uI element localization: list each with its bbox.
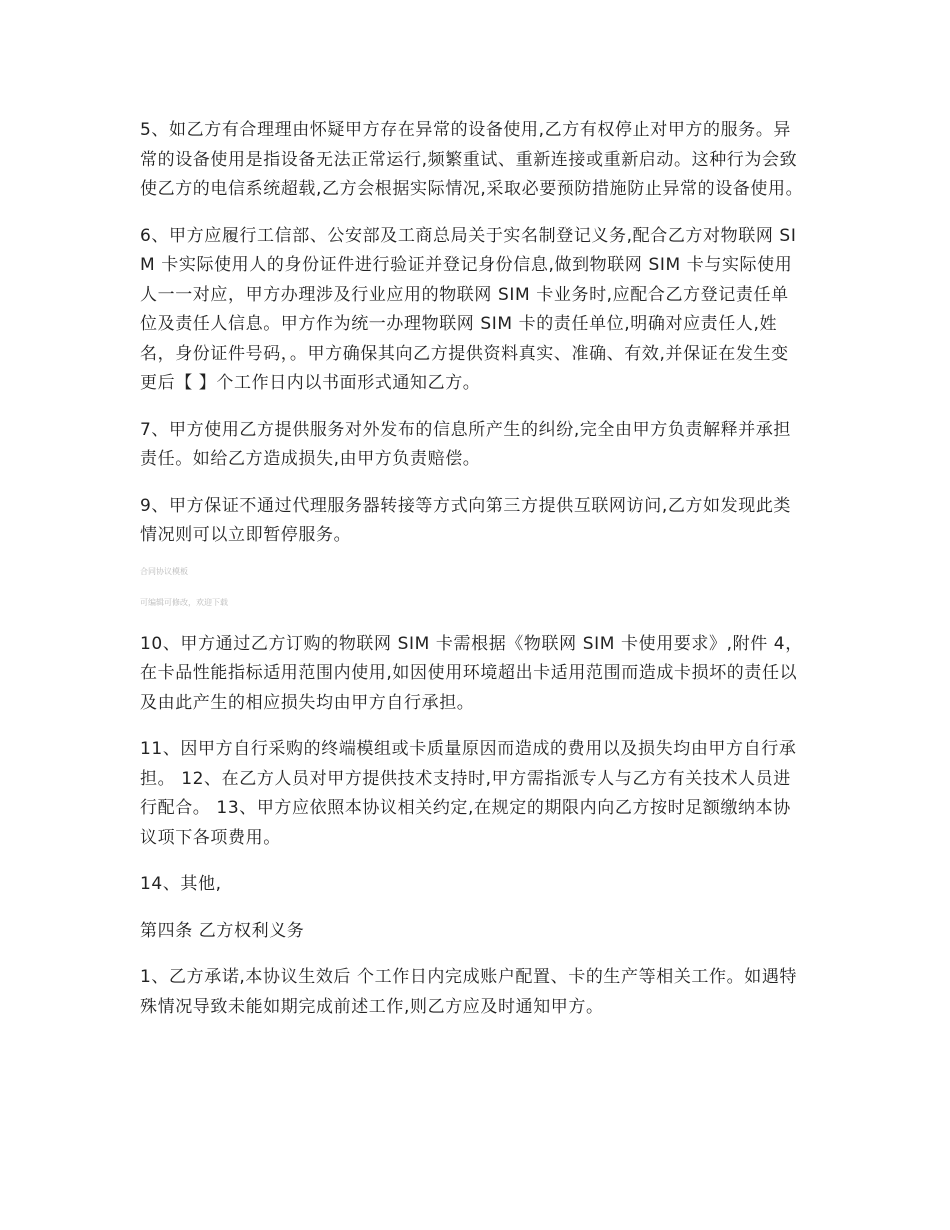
clause-10-paragraph: 10、甲方通过乙方订购的物联网 SIM 卡需根据《物联网 SIM 卡使用要求》,附件 4，在卡品性能指标适用范围内使用,如因使用环境超出卡适用范围而造成卡损坏的责任以及由此产生的相应损失均由甲方自行承担。 [140,633,803,713]
document-page [140,116,805,1039]
party-b-clause-1-paragraph: 1、乙方承诺,本协议生效后 个工作日内完成账户配置、卡的生产等相关工作。如遇特殊情况导致未能如期完成前述工作,则乙方应及时通知甲方。 [140,967,798,1017]
clause-6-paragraph: 6、甲方应履行工信部、公安部及工商总局关于实名制登记义务,配合乙方对物联网 SIM 卡实际使用人的身份证件进行验证并登记身份信息,做到物联网 SIM 卡与实际使用人一一对应，甲方办理涉及行业应用的物联网 SIM 卡业务时,应配合乙方登记责任单位及责任人信息。甲方作为统一办理物联网 SIM 卡的责任单位,明确对应责任人,姓名，身份证件号码，。甲方确保其向乙方提供资料真实、准确、有效,并保证在发生变更后【 】个工作日内以书面形式通知乙方。 [140,225,797,393]
clause-7-paragraph: 7、甲方使用乙方提供服务对外发布的信息所产生的纠纷,完全由甲方负责解释并承担责任。如给乙方造成损失,由甲方负责赔偿。 [140,419,792,469]
section-heading: 第四条 乙方权利义务 [140,920,305,941]
clause-9-paragraph: 9、甲方保证不通过代理服务器转接等方式向第三方提供互联网访问,乙方如发现此类情况则可以立即暂停服务。 [140,495,792,545]
clause-11-13-paragraph: 11、因甲方自行采购的终端模组或卡质量原因而造成的费用以及损失均由甲方自行承担。 12、在乙方人员对甲方提供技术支持时,甲方需指派专人与乙方有关技术人员进行配合。 13、甲方应依照本协议相关约定,在规定的期限内向乙方按时足额缴纳本协议项下各项费用。 [140,739,797,848]
clause-5-paragraph: 5、如乙方有合理理由怀疑甲方存在异常的设备使用,乙方有权停止对甲方的服务。异常的设备使用是指设备无法正常运行,频繁重试、重新连接或重新启动。这种行为会致使乙方的电信系统超载,乙方会根据实际情况,采取必要预防措施防止异常的设备使用。 [140,120,804,199]
page-footer-note-template: 合同协议模板 [140,566,188,576]
page-footer-note-editable: 可编辑可修改，欢迎下载 [140,597,228,607]
clause-14-paragraph: 14、其他, [140,874,222,894]
